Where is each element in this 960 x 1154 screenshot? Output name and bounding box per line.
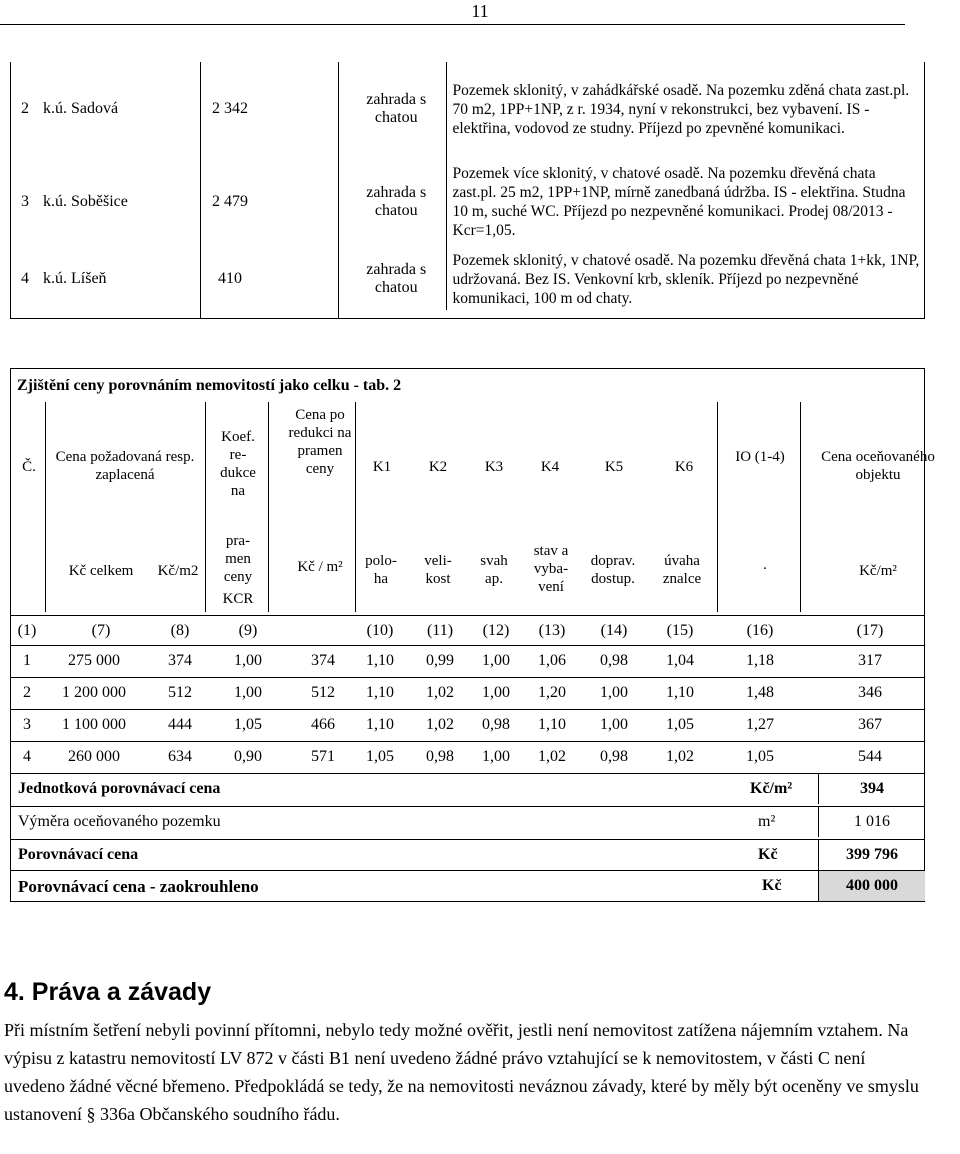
listing-ku: k.ú. Sadová [43, 100, 119, 117]
summary-label: Výměra oceňovaného pozemku [18, 813, 221, 830]
hdr-io: IO (1-4) [735, 449, 785, 465]
hdr-k2: K2 [428, 459, 448, 475]
table-cell: 1 [23, 652, 31, 669]
table-cell: 1,04 [666, 652, 694, 669]
hdr-kc-m2b: Kč/m² [859, 563, 897, 579]
col-number: (15) [666, 622, 694, 639]
hdr-cena-po: Cena po redukci na pramen ceny [288, 407, 352, 477]
summary-unit: Kč/m² [750, 780, 793, 797]
table-cell: 571 [311, 748, 335, 765]
hdr-koef: Koef. re- dukce na [220, 429, 256, 499]
hdr-k6-sub: úvaha znalce [662, 553, 702, 587]
listing-row [10, 248, 926, 310]
table-cell: 275 000 [68, 652, 120, 669]
table-row [10, 709, 925, 739]
table-cell: 317 [858, 652, 882, 669]
listing-area: 410 [218, 270, 242, 287]
hdr-kc-per-m2: Kč / m² [297, 559, 343, 575]
table-cell: 1,20 [538, 684, 566, 701]
summary-label: Porovnávací cena [18, 846, 139, 863]
table-cell: 1,10 [666, 684, 694, 701]
hdr-k3: K3 [484, 459, 504, 475]
table-cell: 1 100 000 [62, 716, 126, 733]
summary-value: 399 796 [818, 840, 925, 870]
summary-unit: Kč [758, 846, 778, 863]
col-number: (14) [600, 622, 628, 639]
listing-type: zahrada s chatou [366, 261, 427, 296]
table-row [10, 645, 925, 675]
table-cell: 260 000 [68, 748, 120, 765]
table-cell: 346 [858, 684, 882, 701]
listing-no: 3 [21, 193, 29, 210]
hdr-k3-sub: svah ap. [480, 553, 508, 587]
table-cell: 1,05 [746, 748, 774, 765]
table-cell: 1,00 [234, 652, 262, 669]
table-cell: 0,99 [426, 652, 454, 669]
listing-divider [200, 62, 201, 319]
table-cell: 1,00 [234, 684, 262, 701]
hdr-divider [268, 402, 269, 612]
listing-no: 4 [21, 270, 29, 287]
table-cell: 374 [168, 652, 192, 669]
col-number: (16) [746, 622, 774, 639]
table-cell: 1,27 [746, 716, 774, 733]
listing-left-border [10, 62, 11, 319]
hdr-kc-total: Kč celkem [68, 563, 134, 579]
summary-row [10, 870, 925, 902]
listing-row [10, 62, 926, 156]
table-cell: 1,10 [366, 652, 394, 669]
hdr-divider [800, 402, 801, 612]
listing-desc: Pozemek více sklonitý, v chatové osadě. Na pozemku dřevěná chata zast.pl. 25 m2, 1PP+1NP, mírně zanedbaná údržba. IS - elektřina. Studna 10 m, suché WC. Příjezd po nezpevněné komunikaci. Prodej 08/2013 - Kcr=1,05. [446, 156, 926, 248]
table-cell: 4 [23, 748, 31, 765]
summary-unit: Kč [762, 877, 782, 894]
page-number: 11 [471, 1, 489, 21]
col-number: (17) [856, 622, 884, 639]
hdr-k5-sub: doprav. dostup. [590, 553, 636, 587]
hdr-divider [45, 402, 46, 612]
table-cell: 0,98 [482, 716, 510, 733]
table-cell: 1,00 [482, 684, 510, 701]
col-number: (7) [91, 622, 111, 639]
table-cell: 1,05 [366, 748, 394, 765]
summary-value: 394 [818, 774, 925, 804]
hdr-koef2: pra- men ceny [223, 533, 253, 585]
hdr-price-req: Cena požadovaná resp. zaplacená [55, 449, 195, 483]
summary-label: Jednotková porovnávací cena [18, 780, 221, 797]
table-cell: 0,98 [426, 748, 454, 765]
summary-label: Porovnávací cena - zaokrouhleno [18, 877, 259, 896]
table-cell: 1,05 [666, 716, 694, 733]
summary-value: 1 016 [818, 807, 925, 837]
hdr-k4: K4 [540, 459, 560, 475]
hdr-k5: K5 [604, 459, 624, 475]
col-number: (12) [482, 622, 510, 639]
header-rule [0, 24, 905, 25]
table-cell: 444 [168, 716, 192, 733]
table-cell: 1,00 [600, 684, 628, 701]
section-text: Při místním šetření nebyli povinní přítomni, nebylo tedy možné ověřit, jestli není nemovitost zatížena nájemním vztahem. Na výpisu z katastru nemovitostí LV 872 v části B1 není uvedeno žádné právo vztahující se k nemovitostem, v části C není uvedeno žádné věcné břemeno. Předpokládá se tedy, že na nemovitosti neváznou závady, které by měly být oceněny ve smyslu ustanovení § 336a Občanského soudního řádu. [4, 1020, 919, 1124]
col-number: (10) [366, 622, 394, 639]
col-number: (1) [17, 622, 37, 639]
summary-row [10, 773, 925, 805]
hdr-divider [355, 402, 356, 612]
table-row [10, 677, 925, 707]
listing-ku: k.ú. Soběšice [43, 193, 128, 210]
hdr-k4-sub: stav a vyba- vení [533, 543, 569, 595]
table-cell: 1,02 [426, 684, 454, 701]
table-cell: 1,00 [482, 652, 510, 669]
table-cell: 1 200 000 [62, 684, 126, 701]
listing-desc: Pozemek sklonitý, v chatové osadě. Na pozemku dřevěná chata 1+kk, 1NP, udržovaná. Bez IS. Venkovní krb, skleník. Příjezd po nezpevněné komunikaci, 100 m od chaty. [446, 248, 926, 310]
col-number: (8) [170, 622, 190, 639]
table-cell: 634 [168, 748, 192, 765]
hdr-cena-oc: Cena oceňovaného objektu [821, 449, 935, 483]
hdr-k2-sub: veli- kost [424, 553, 452, 587]
col-number: (9) [238, 622, 258, 639]
listing-area: 2 342 [212, 100, 248, 117]
listing-divider [338, 62, 339, 319]
table-cell: 1,05 [234, 716, 262, 733]
summary-unit: m² [758, 813, 776, 830]
summary-row [10, 839, 925, 871]
table-cell: 1,00 [600, 716, 628, 733]
table-cell: 0,90 [234, 748, 262, 765]
table-cell: 1,10 [538, 716, 566, 733]
listing-row [10, 156, 926, 248]
hdr-divider [205, 402, 206, 612]
col-number-row [10, 615, 925, 645]
listing-area: 2 479 [212, 193, 248, 210]
table-cell: 1,10 [366, 684, 394, 701]
table-cell: 1,48 [746, 684, 774, 701]
table-cell: 1,10 [366, 716, 394, 733]
hdr-io-dot: . [763, 557, 767, 573]
table-cell: 1,02 [426, 716, 454, 733]
hdr-c: Č. [22, 459, 36, 475]
table-cell: 0,98 [600, 652, 628, 669]
summary-row [10, 806, 925, 838]
hdr-kcr: KCR [222, 591, 254, 607]
listing-type: zahrada s chatou [366, 184, 427, 219]
col-number: (11) [426, 622, 454, 639]
table-cell: 2 [23, 684, 31, 701]
table-cell: 1,00 [482, 748, 510, 765]
hdr-kc-m2: Kč/m2 [157, 563, 199, 579]
table-cell: 1,02 [538, 748, 566, 765]
section-title: 4. Práva a závady [4, 978, 212, 1006]
summary-value: 400 000 [818, 871, 925, 901]
listing-desc: Pozemek sklonitý, v zahádkářské osadě. Na pozemku zděná chata zast.pl. 70 m2, 1PP+1NP, z r. 1934, nyní v rekonstrukci, bez vybavení. IS - elektřina, vodovod ze studny. Příjezd po zpevněné komunikaci. [446, 62, 926, 156]
table-cell: 3 [23, 716, 31, 733]
listing-ku: k.ú. Líšeň [43, 270, 107, 287]
listing-type: zahrada s chatou [366, 91, 427, 126]
table-cell: 374 [311, 652, 335, 669]
listing-no: 2 [21, 100, 29, 117]
table-cell: 1,02 [666, 748, 694, 765]
listing-table [10, 62, 926, 310]
table-cell: 512 [311, 684, 335, 701]
comparison-title: Zjištění ceny porovnáním nemovitostí jako celku - tab. 2 [17, 377, 402, 394]
col-number: (13) [538, 622, 566, 639]
hdr-k6: K6 [674, 459, 694, 475]
table-cell: 512 [168, 684, 192, 701]
table-cell: 0,98 [600, 748, 628, 765]
table-cell: 1,06 [538, 652, 566, 669]
hdr-k1: K1 [372, 459, 392, 475]
table-cell: 1,18 [746, 652, 774, 669]
hdr-k1-sub: polo- ha [365, 553, 397, 587]
table-cell: 466 [311, 716, 335, 733]
hdr-divider [717, 402, 718, 612]
table-cell: 544 [858, 748, 882, 765]
table-row [10, 741, 925, 771]
table-cell: 367 [858, 716, 882, 733]
